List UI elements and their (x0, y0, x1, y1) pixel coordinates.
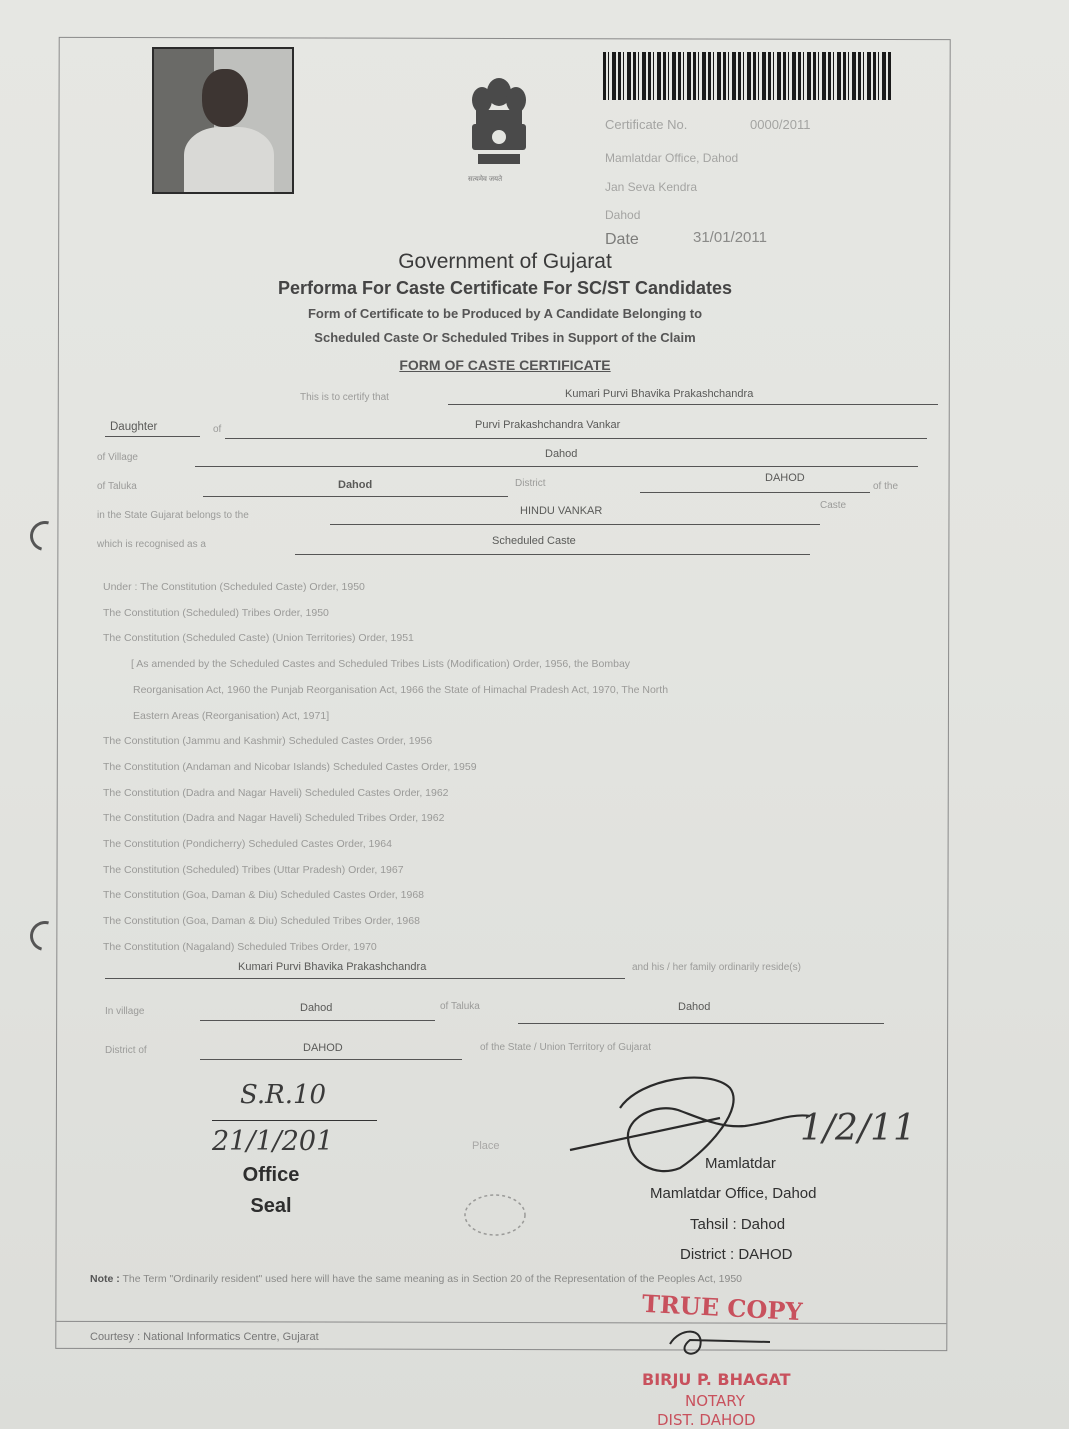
order-item: The Constitution (Dadra and Nagar Haveli) Scheduled Tribes Order, 1962 (103, 812, 445, 825)
date-label: Date (605, 231, 639, 248)
of-the-label: of the (873, 481, 899, 492)
residence-name-line (105, 978, 625, 979)
certify-value: Kumari Purvi Bhavika Prakashchandra (565, 388, 754, 400)
certify-label: This is to certify that (300, 392, 389, 403)
order-item: The Constitution (Nagaland) Scheduled Tribes Order, 1970 (103, 940, 377, 953)
footer-divider (56, 1321, 946, 1324)
certificate-no-value: 0000/2011 (750, 117, 811, 132)
caste-value: HINDU VANKAR (520, 505, 603, 517)
order-item: Under : The Constitution (Scheduled Caste) Order, 1950 (103, 581, 365, 593)
order-item: The Constitution (Goa, Daman & Diu) Scheduled Tribes Order, 1968 (103, 915, 420, 928)
order-item: The Constitution (Pondicherry) Scheduled Castes Order, 1964 (103, 838, 392, 851)
residence-village-value: Dahod (300, 1002, 333, 1014)
state-emblem-icon (460, 70, 538, 190)
village-label: of Village (97, 452, 138, 463)
district-value: DAHOD (765, 472, 805, 484)
note-text: The Term "Ordinarily resident" used here will have the same meaning as in Section 20 of the Representation of the Peoples Act, 1950 (122, 1273, 743, 1285)
order-item: The Constitution (Jammu and Kashmir) Scheduled Castes Order, 1956 (103, 735, 433, 748)
office-line-3: Dahod (605, 208, 641, 222)
mamlatdar-title: Mamlatdar (705, 1155, 776, 1172)
applicant-photo (152, 47, 294, 194)
village-line (195, 466, 918, 467)
relation-line (105, 436, 200, 437)
courtesy-text: Courtesy : National Informatics Centre, Gujarat (90, 1331, 319, 1343)
order-item: The Constitution (Dadra and Nagar Haveli) Scheduled Castes Order, 1962 (103, 786, 449, 799)
handwritten-date: 21/1/201 (212, 1126, 334, 1157)
parent-line (225, 438, 927, 439)
residence-taluka-label: of Taluka (440, 1001, 480, 1012)
mamlatdar-office: Mamlatdar Office, Dahod (650, 1185, 817, 1202)
certificate-no-label: Certificate No. (605, 117, 688, 132)
office-line-1: Mamlatdar Office, Dahod (605, 151, 739, 165)
proforma-title: Performa For Caste Certificate For SC/ST Candidates (277, 278, 733, 298)
order-item: The Constitution (Goa, Daman & Diu) Scheduled Castes Order, 1968 (103, 889, 424, 902)
district-line (640, 492, 870, 493)
caste-label: Caste (820, 500, 847, 511)
footer-note (90, 1272, 920, 1286)
signature-date: 1/2/11 (800, 1108, 916, 1149)
relation-value: Daughter (110, 421, 158, 433)
mamlatdar-district: District : DAHOD (680, 1246, 793, 1263)
taluka-line (203, 496, 508, 497)
notary-name: BIRJU P. BHAGAT (642, 1370, 791, 1389)
parent-value: Purvi Prakashchandra Vankar (475, 419, 621, 431)
recognised-line (295, 554, 810, 555)
residence-village-line (200, 1020, 435, 1021)
order-item: Eastern Areas (Reorganisation) Act, 1971] (133, 709, 330, 722)
residence-district-value: DAHOD (303, 1042, 343, 1054)
office-line-2: Jan Seva Kendra (605, 180, 698, 194)
order-item: The Constitution (Scheduled) Tribes Order, 1950 (103, 606, 329, 619)
handwritten-underline (212, 1120, 377, 1121)
mamlatdar-tahsil: Tahsil : Dahod (690, 1216, 786, 1233)
round-seal-icon (460, 1190, 530, 1240)
residence-taluka-line (518, 1023, 884, 1024)
order-item: The Constitution (Andaman and Nicobar Islands) Scheduled Castes Order, 1959 (103, 760, 477, 773)
village-value: Dahod (545, 448, 578, 460)
residence-name-value: Kumari Purvi Bhavika Prakashchandra (238, 961, 427, 973)
district-label: District (515, 478, 546, 489)
place-label: Place (472, 1140, 500, 1152)
office-seal-label-1: Office (242, 1164, 300, 1186)
date-value: 31/01/2011 (693, 229, 767, 246)
notary-signature (660, 1322, 780, 1362)
state-label: in the State Gujarat belongs to the (97, 510, 249, 521)
barcode (603, 52, 891, 100)
residence-taluka-value: Dahod (678, 1001, 711, 1013)
residence-district-line (200, 1059, 462, 1060)
taluka-label: of Taluka (97, 481, 137, 492)
notary-place: DIST. DAHOD (657, 1411, 756, 1429)
residence-state-label: of the State / Union Territory of Gujarat (480, 1042, 652, 1053)
order-item: The Constitution (Scheduled Caste) (Union Territories) Order, 1951 (103, 632, 414, 645)
true-copy-stamp: TRUE COPY (641, 1288, 804, 1327)
constitution-orders-list (103, 575, 668, 961)
subtitle-line-2: Scheduled Caste Or Scheduled Tribes in Support of the Claim (314, 330, 696, 345)
form-title: FORM OF CASTE CERTIFICATE (399, 357, 611, 373)
recognised-value: Scheduled Caste (492, 535, 576, 547)
taluka-value: Dahod (338, 479, 373, 491)
of-label: of (213, 424, 222, 435)
family-label: and his / her family ordinarily reside(s) (632, 962, 801, 973)
order-item: The Constitution (Scheduled) Tribes (Uttar Pradesh) Order, 1967 (103, 863, 404, 876)
handwritten-number: S.R.10 (240, 1080, 327, 1110)
order-item: Reorganisation Act, 1960 the Punjab Reorganisation Act, 1966 the State of Himachal Pradesh Act, 1970, The North (133, 683, 669, 696)
notary-title: NOTARY (685, 1392, 745, 1410)
caste-line (330, 524, 820, 525)
certify-line (448, 404, 938, 405)
recognised-label: which is recognised as a (97, 539, 206, 550)
order-item: [ As amended by the Scheduled Castes and Scheduled Tribes Lists (Modification) Order, 1956, the Bombay (131, 658, 631, 671)
residence-district-label: District of (105, 1045, 147, 1056)
note-label: Note : (90, 1273, 120, 1285)
subtitle-line-1: Form of Certificate to be Produced by A Candidate Belonging to (307, 306, 703, 321)
residence-village-label: In village (105, 1006, 145, 1017)
government-title: Government of Gujarat (398, 250, 612, 273)
emblem-caption: सत्यमेव जयते (468, 176, 503, 183)
office-seal-label-2: Seal (250, 1195, 292, 1217)
